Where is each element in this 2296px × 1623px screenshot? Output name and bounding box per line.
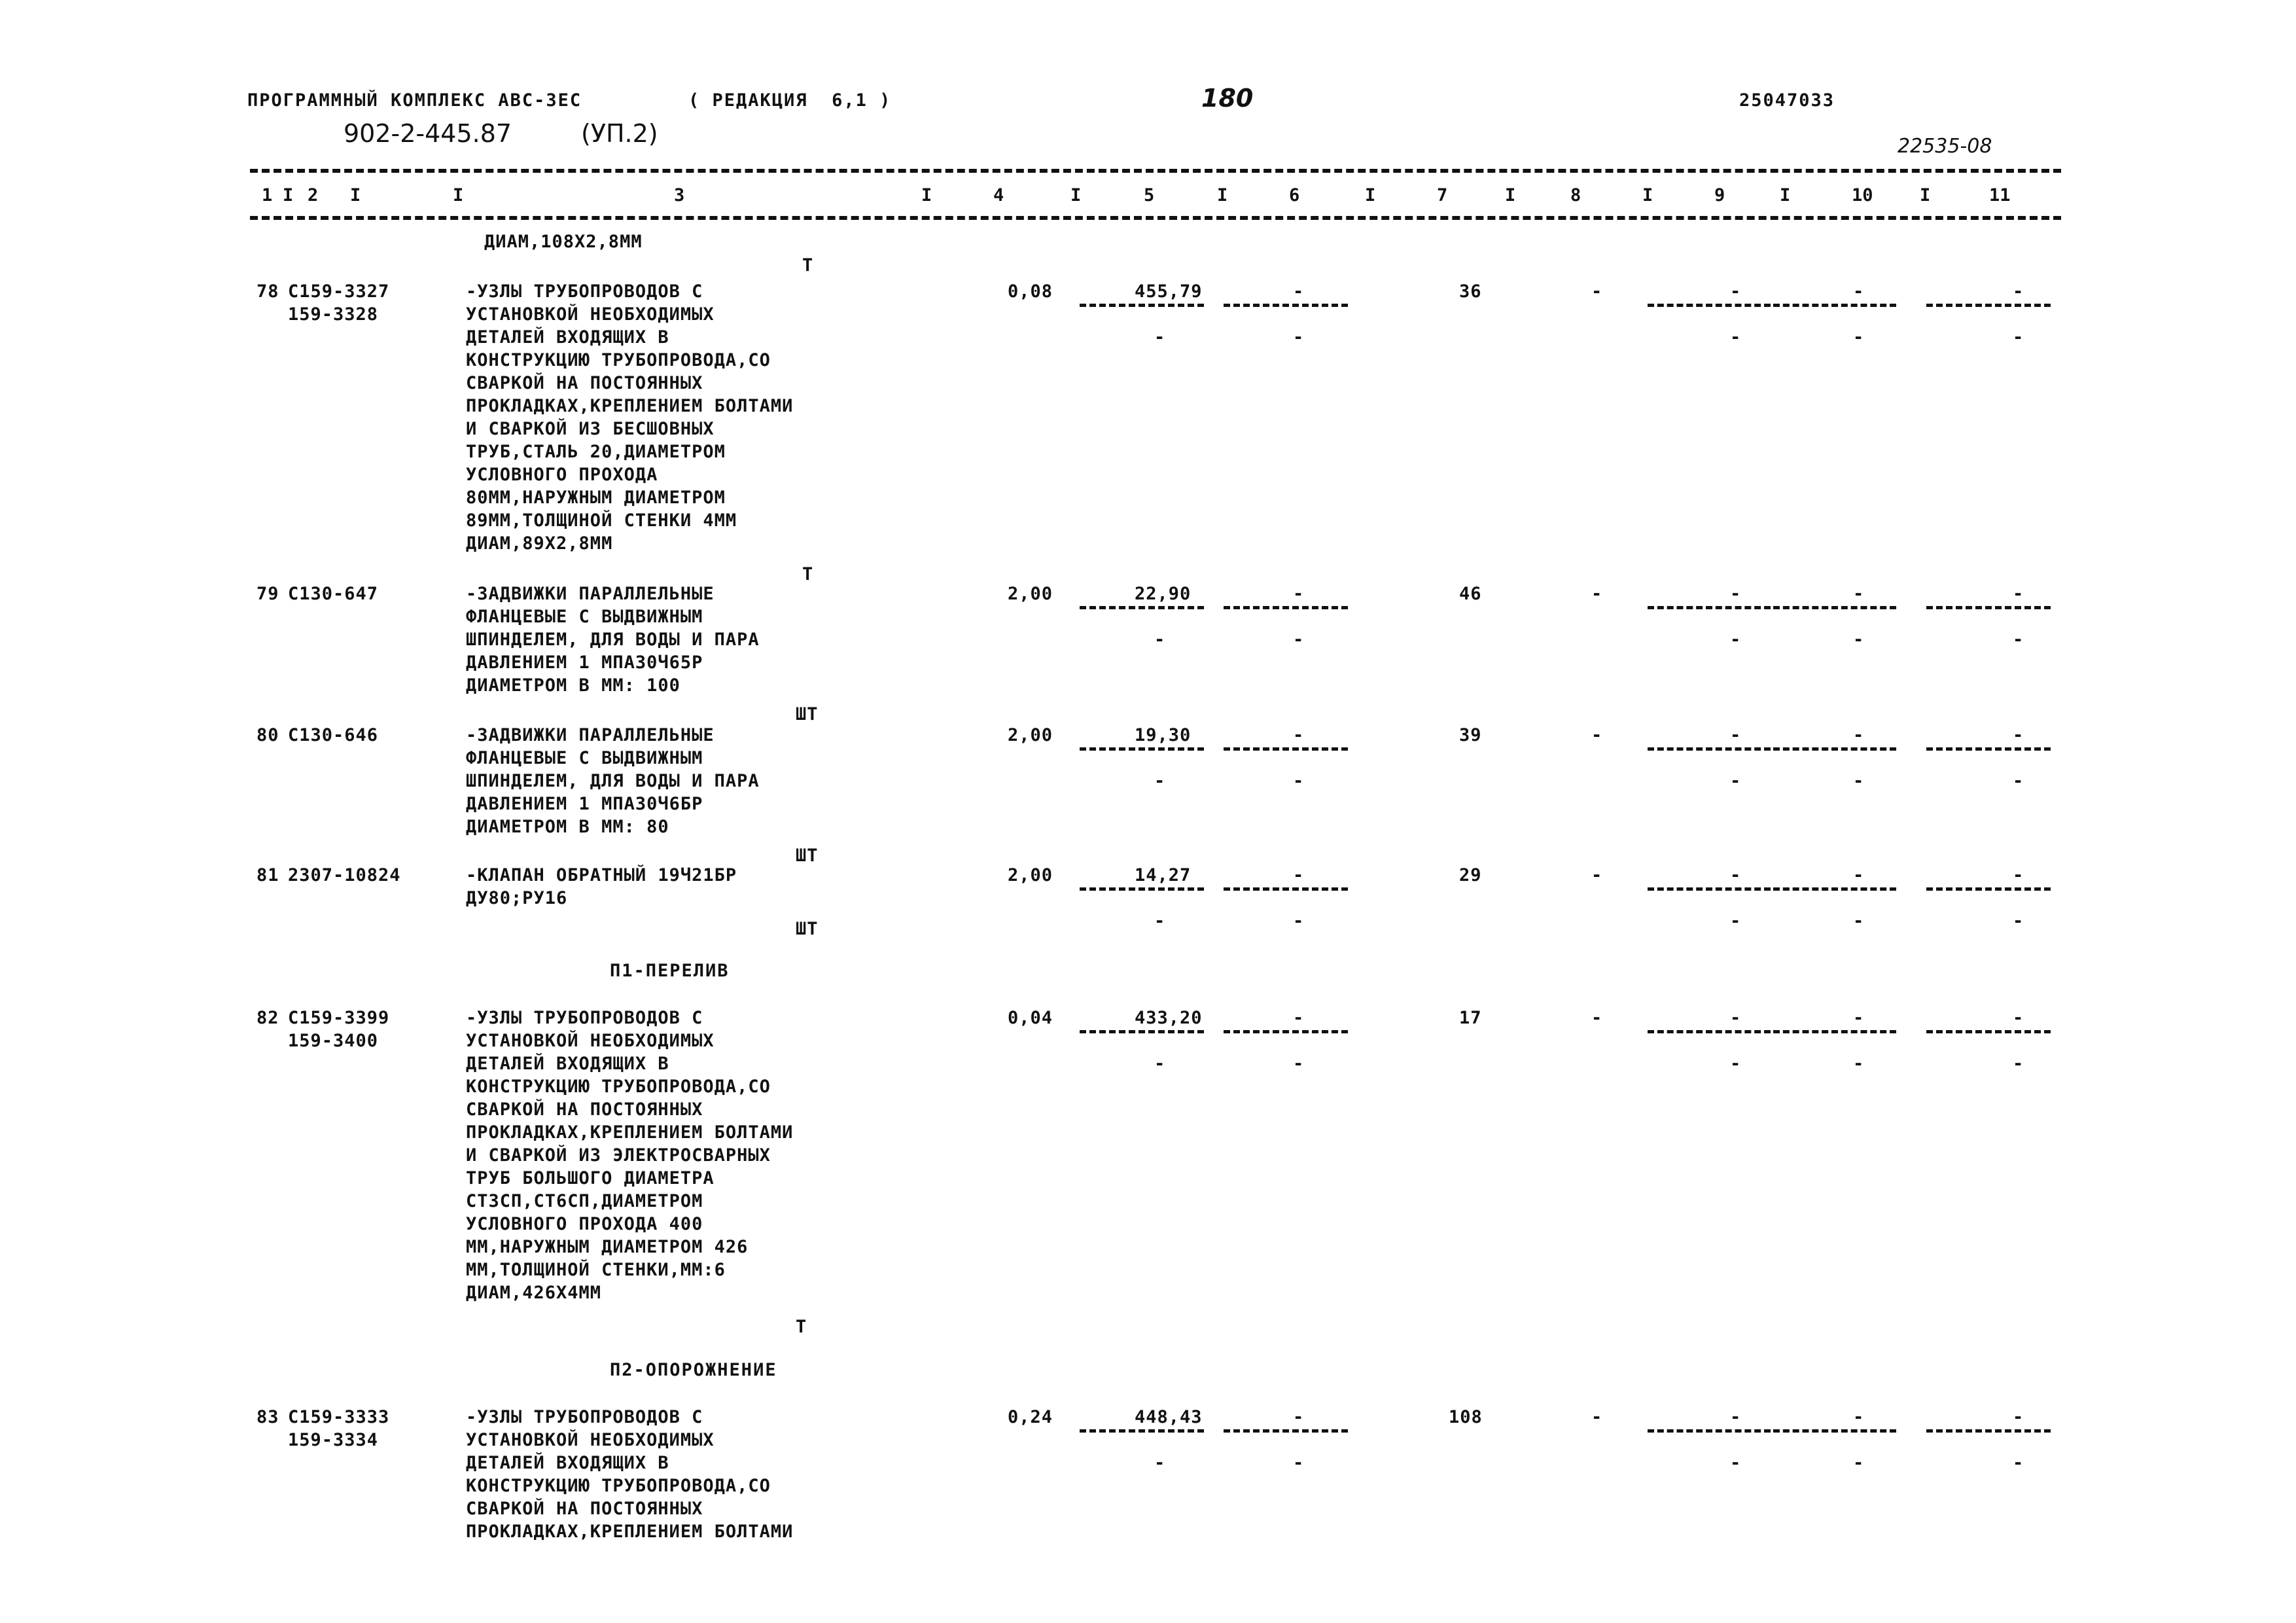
col11-value: - (2013, 584, 2024, 604)
unit-price: 14,27 (1135, 865, 1192, 885)
fraction-line (1224, 1429, 1348, 1433)
column-separator: I (1365, 185, 1376, 205)
col8-value: - (1591, 725, 1603, 745)
col10-value: - (1853, 584, 1865, 604)
row-number: 82 (256, 1008, 279, 1028)
column-separator: I (921, 185, 932, 205)
fraction-line (1926, 747, 2051, 751)
column-separator: I (1217, 185, 1228, 205)
unit-price: 455,79 (1135, 281, 1203, 302)
resource-code: С130-647 (288, 584, 379, 604)
unit-of-measure: ШТ (796, 704, 819, 724)
fraction-line (1648, 1429, 1771, 1433)
column-number-11: 11 (1989, 185, 2011, 205)
col6-lower: - (1293, 1054, 1305, 1074)
col6-value: - (1293, 584, 1305, 604)
column-separator: I (1070, 185, 1082, 205)
column-number-5: 5 (1144, 185, 1155, 205)
col9-value: - (1730, 1008, 1742, 1028)
column-separator: I (283, 185, 294, 205)
col10-value: - (1853, 865, 1865, 885)
inventory-number: 22535-08 (1898, 135, 1992, 158)
document-code: 25047033 (1739, 90, 1835, 111)
resource-description: -УЗЛЫ ТРУБОПРОВОДОВ С УСТАНОВКОЙ НЕОБХОДИМЫХ ДЕТАЛЕЙ ВХОДЯЩИХ В КОНСТРУКЦИЮ ТРУБОПРОВОДА,СО СВАРКОЙ НА ПОСТОЯННЫХ ПРОКЛАДКАХ,КРЕПЛЕНИЕМ БОЛТАМИ (466, 1407, 794, 1542)
col11-lower: - (2013, 911, 2024, 931)
col11-value: - (2013, 1008, 2024, 1028)
col11-value: - (2013, 725, 2024, 745)
col9-value: - (1730, 1407, 1742, 1427)
col11-lower: - (2013, 327, 2024, 348)
project-number: 902-2-445.87 (344, 119, 512, 148)
col6-value: - (1293, 725, 1305, 745)
fraction-line (1224, 747, 1348, 751)
col6-value: - (1293, 1407, 1305, 1427)
fraction-line (1080, 304, 1204, 307)
col6-value: - (1293, 1008, 1305, 1028)
column-separator: I (453, 185, 464, 205)
col7-value: 17 (1459, 1008, 1482, 1028)
column-number-6: 6 (1289, 185, 1300, 205)
fraction-line (1224, 887, 1348, 891)
unit-of-measure: Т (802, 564, 814, 584)
column-number-4: 4 (993, 185, 1004, 205)
section-heading-p1: П1-ПЕРЕЛИВ (610, 961, 730, 981)
unit-price-lower: - (1154, 1054, 1166, 1074)
resource-code: 2307-10824 (288, 865, 401, 885)
col6-value: - (1293, 865, 1305, 885)
col9-lower: - (1730, 1054, 1742, 1074)
col10-value: - (1853, 725, 1865, 745)
quantity: 2,00 (1008, 584, 1053, 604)
column-number-3: 3 (674, 185, 685, 205)
col6-lower: - (1293, 630, 1305, 650)
col6-lower: - (1293, 771, 1305, 791)
row-number: 81 (256, 865, 279, 885)
fraction-line (1773, 304, 1896, 307)
col11-value: - (2013, 865, 2024, 885)
rule-under-header (250, 216, 2061, 220)
col7-value: 39 (1459, 725, 1482, 745)
resource-description: -УЗЛЫ ТРУБОПРОВОДОВ С УСТАНОВКОЙ НЕОБХОДИМЫХ ДЕТАЛЕЙ ВХОДЯЩИХ В КОНСТРУКЦИЮ ТРУБОПРОВОДА,СО СВАРКОЙ НА ПОСТОЯННЫХ ПРОКЛАДКАХ,КРЕПЛЕНИЕМ БОЛТАМИ И СВАРКОЙ ИЗ ЭЛЕКТРОСВАРНЫХ ТРУБ БОЛЬШОГО ДИАМЕТРА СТ3СП,СТ6СП,ДИАМЕТРОМ УСЛОВНОГО ПРОХОДА 400 ММ,НАРУЖНЫМ ДИАМЕТРОМ 426 ММ,ТОЛЩИНОЙ СТЕНКИ,ММ:6 ДИАМ,426Х4ММ (466, 1008, 794, 1303)
col6-lower: - (1293, 1453, 1305, 1473)
fraction-line (1080, 1429, 1204, 1433)
col6-lower: - (1293, 327, 1305, 348)
fraction-line (1773, 1429, 1896, 1433)
col6-lower: - (1293, 911, 1305, 931)
unit-price-lower: - (1154, 1453, 1166, 1473)
col10-value: - (1853, 1407, 1865, 1427)
fraction-line (1648, 304, 1771, 307)
unit-of-measure: ШТ (796, 846, 819, 866)
col10-value: - (1853, 281, 1865, 302)
unit-of-measure: ШТ (796, 919, 819, 939)
carryover-text: ДИАМ,108Х2,8ММ (484, 232, 643, 252)
quantity: 2,00 (1008, 865, 1053, 885)
quantity: 0,08 (1008, 281, 1053, 302)
section-heading-p2: П2-ОПОРОЖНЕНИЕ (610, 1360, 777, 1380)
column-number-7: 7 (1437, 185, 1448, 205)
unit-price-lower: - (1154, 911, 1166, 931)
resource-description: -УЗЛЫ ТРУБОПРОВОДОВ С УСТАНОВКОЙ НЕОБХОДИМЫХ ДЕТАЛЕЙ ВХОДЯЩИХ В КОНСТРУКЦИЮ ТРУБОПРОВОДА,СО СВАРКОЙ НА ПОСТОЯННЫХ ПРОКЛАДКАХ,КРЕПЛЕНИЕМ БОЛТАМИ И СВАРКОЙ ИЗ БЕСШОВНЫХ ТРУБ,СТАЛЬ 20,ДИАМЕТРОМ УСЛОВНОГО ПРОХОДА 80ММ,НАРУЖНЫМ ДИАМЕТРОМ 89ММ,ТОЛЩИНОЙ СТЕНКИ 4ММ ДИАМ,89Х2,8ММ (466, 281, 794, 554)
row-number: 79 (256, 584, 279, 604)
col9-lower: - (1730, 630, 1742, 650)
resource-code: С130-646 (288, 725, 379, 745)
col8-value: - (1591, 1008, 1603, 1028)
column-separator: I (1505, 185, 1516, 205)
unit-price: 22,90 (1135, 584, 1192, 604)
page-number: 180 (1201, 84, 1254, 113)
col9-lower: - (1730, 327, 1742, 348)
unit-price: 19,30 (1135, 725, 1192, 745)
program-title: ПРОГРАММНЫЙ КОМПЛЕКС АВС-ЗЕС (247, 90, 582, 111)
col9-value: - (1730, 281, 1742, 302)
fraction-line (1224, 304, 1348, 307)
fraction-line (1224, 1030, 1348, 1033)
quantity: 2,00 (1008, 725, 1053, 745)
column-separator: I (1642, 185, 1653, 205)
col8-value: - (1591, 865, 1603, 885)
col8-value: - (1591, 281, 1603, 302)
col10-value: - (1853, 1008, 1865, 1028)
col10-lower: - (1853, 327, 1865, 348)
column-number-1: 1 (262, 185, 273, 205)
unit-price: 433,20 (1135, 1008, 1203, 1028)
col9-value: - (1730, 584, 1742, 604)
resource-code: С159-3399 159-3400 (288, 1008, 390, 1051)
resource-description: -ЗАДВИЖКИ ПАРАЛЛЕЛЬНЫЕ ФЛАНЦЕВЫЕ С ВЫДВИЖНЫМ ШПИНДЕЛЕМ, ДЛЯ ВОДЫ И ПАРА ДАВЛЕНИЕМ 1 МПАЗ0Ч6БР ДИАМЕТРОМ В ММ: 80 (466, 725, 760, 837)
column-separator: I (1780, 185, 1791, 205)
col10-lower: - (1853, 1453, 1865, 1473)
col9-value: - (1730, 865, 1742, 885)
col9-lower: - (1730, 771, 1742, 791)
col9-lower: - (1730, 911, 1742, 931)
fraction-line (1648, 887, 1771, 891)
fraction-line (1773, 747, 1896, 751)
row-number: 83 (256, 1407, 279, 1427)
fraction-line (1773, 887, 1896, 891)
col10-lower: - (1853, 630, 1865, 650)
column-number-10: 10 (1852, 185, 1873, 205)
col7-value: 36 (1459, 281, 1482, 302)
fraction-line (1926, 606, 2051, 609)
resource-code: С159-3333 159-3334 (288, 1407, 390, 1450)
fraction-line (1080, 747, 1204, 751)
col6-value: - (1293, 281, 1305, 302)
quantity: 0,04 (1008, 1008, 1053, 1028)
col8-value: - (1591, 584, 1603, 604)
edition-label: ( РЕДАКЦИЯ 6,1 ) (688, 90, 892, 111)
col11-value: - (2013, 1407, 2024, 1427)
fraction-line (1773, 606, 1896, 609)
fraction-line (1080, 606, 1204, 609)
fraction-line (1080, 1030, 1204, 1033)
unit-price-lower: - (1154, 630, 1166, 650)
fraction-line (1926, 887, 2051, 891)
unit-price-lower: - (1154, 771, 1166, 791)
col10-lower: - (1853, 1054, 1865, 1074)
album-label: (УП.2) (581, 119, 658, 148)
unit-of-measure: Т (796, 1317, 807, 1337)
rule-top (250, 169, 2061, 173)
col7-value: 108 (1449, 1407, 1483, 1427)
fraction-line (1773, 1030, 1896, 1033)
col9-lower: - (1730, 1453, 1742, 1473)
column-separator: I (1920, 185, 1931, 205)
col8-value: - (1591, 1407, 1603, 1427)
row-number: 80 (256, 725, 279, 745)
fraction-line (1648, 1030, 1771, 1033)
col11-lower: - (2013, 1054, 2024, 1074)
resource-code: С159-3327 159-3328 (288, 281, 390, 325)
col10-lower: - (1853, 771, 1865, 791)
column-number-2: 2 (308, 185, 319, 205)
col10-lower: - (1853, 911, 1865, 931)
col7-value: 46 (1459, 584, 1482, 604)
carryover-unit: Т (802, 255, 814, 276)
col7-value: 29 (1459, 865, 1482, 885)
unit-price: 448,43 (1135, 1407, 1203, 1427)
col11-value: - (2013, 281, 2024, 302)
fraction-line (1080, 887, 1204, 891)
fraction-line (1926, 1030, 2051, 1033)
fraction-line (1224, 606, 1348, 609)
col9-value: - (1730, 725, 1742, 745)
row-number: 78 (256, 281, 279, 302)
column-number-9: 9 (1714, 185, 1725, 205)
fraction-line (1926, 304, 2051, 307)
col11-lower: - (2013, 771, 2024, 791)
quantity: 0,24 (1008, 1407, 1053, 1427)
column-separator: I (350, 185, 361, 205)
col11-lower: - (2013, 630, 2024, 650)
col11-lower: - (2013, 1453, 2024, 1473)
fraction-line (1926, 1429, 2051, 1433)
fraction-line (1648, 606, 1771, 609)
resource-description: -ЗАДВИЖКИ ПАРАЛЛЕЛЬНЫЕ ФЛАНЦЕВЫЕ С ВЫДВИЖНЫМ ШПИНДЕЛЕМ, ДЛЯ ВОДЫ И ПАРА ДАВЛЕНИЕМ 1 МПАЗ0Ч65Р ДИАМЕТРОМ В ММ: 100 (466, 584, 760, 696)
fraction-line (1648, 747, 1771, 751)
unit-price-lower: - (1154, 327, 1166, 348)
resource-description: -КЛАПАН ОБРАТНЫЙ 19Ч21БР ДУ80;РУ16 (466, 865, 737, 908)
column-number-8: 8 (1570, 185, 1581, 205)
